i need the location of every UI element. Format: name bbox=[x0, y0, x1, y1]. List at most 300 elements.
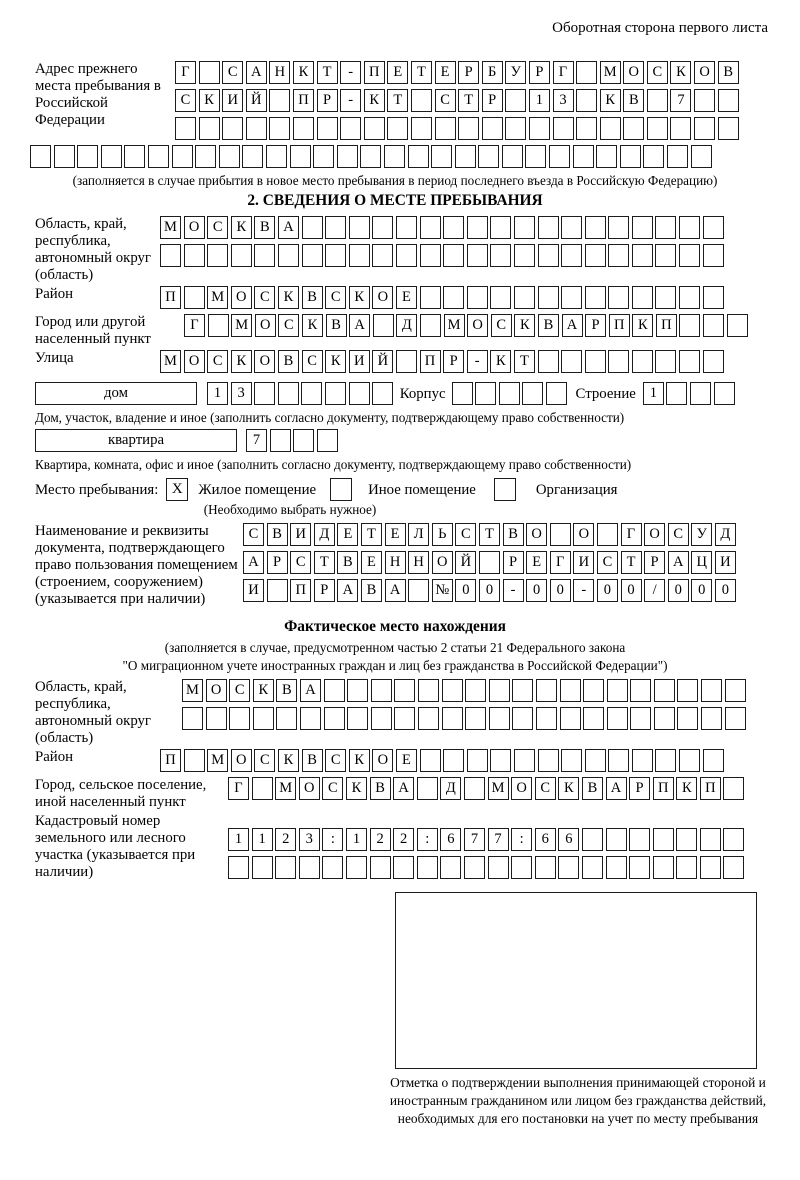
char-box[interactable] bbox=[465, 679, 486, 702]
prev-address-row-3[interactable] bbox=[175, 117, 741, 141]
char-box[interactable] bbox=[443, 286, 464, 309]
document-row-3[interactable] bbox=[243, 579, 738, 603]
char-box[interactable]: С bbox=[290, 551, 311, 574]
char-box[interactable] bbox=[420, 314, 441, 337]
char-box[interactable] bbox=[550, 523, 571, 546]
char-box[interactable] bbox=[718, 89, 739, 112]
char-box[interactable]: Е bbox=[387, 61, 408, 84]
char-box[interactable] bbox=[313, 145, 334, 168]
char-box[interactable] bbox=[597, 523, 618, 546]
char-box[interactable] bbox=[585, 749, 606, 772]
char-box[interactable] bbox=[514, 286, 535, 309]
char-box[interactable] bbox=[228, 856, 249, 879]
char-box[interactable]: Е bbox=[337, 523, 358, 546]
char-box[interactable] bbox=[694, 117, 715, 140]
char-box[interactable]: 0 bbox=[668, 579, 689, 602]
char-box[interactable] bbox=[630, 707, 651, 730]
char-box[interactable]: - bbox=[340, 89, 361, 112]
char-box[interactable]: Т bbox=[411, 61, 432, 84]
char-box[interactable]: Д bbox=[396, 314, 417, 337]
char-box[interactable]: М bbox=[182, 679, 203, 702]
char-box[interactable]: Ц bbox=[691, 551, 712, 574]
char-box[interactable]: К bbox=[558, 777, 579, 800]
char-box[interactable] bbox=[364, 117, 385, 140]
char-box[interactable] bbox=[290, 145, 311, 168]
char-box[interactable]: О bbox=[623, 61, 644, 84]
char-box[interactable] bbox=[207, 244, 228, 267]
char-box[interactable] bbox=[300, 707, 321, 730]
char-box[interactable] bbox=[393, 856, 414, 879]
char-box[interactable] bbox=[714, 382, 735, 405]
char-box[interactable] bbox=[694, 89, 715, 112]
char-box[interactable]: Т bbox=[514, 350, 535, 373]
char-box[interactable] bbox=[370, 856, 391, 879]
cadastral-row-1[interactable] bbox=[228, 828, 747, 852]
char-box[interactable]: С bbox=[597, 551, 618, 574]
char-box[interactable] bbox=[325, 382, 346, 405]
char-box[interactable] bbox=[549, 145, 570, 168]
char-box[interactable] bbox=[464, 777, 485, 800]
char-box[interactable]: П bbox=[160, 749, 181, 772]
char-box[interactable] bbox=[655, 286, 676, 309]
char-box[interactable]: К bbox=[253, 679, 274, 702]
char-box[interactable]: В bbox=[503, 523, 524, 546]
char-box[interactable] bbox=[505, 89, 526, 112]
char-box[interactable]: О bbox=[206, 679, 227, 702]
char-box[interactable]: Г bbox=[175, 61, 196, 84]
char-box[interactable]: 1 bbox=[643, 382, 664, 405]
char-box[interactable]: - bbox=[503, 579, 524, 602]
char-box[interactable]: К bbox=[278, 749, 299, 772]
char-box[interactable]: В bbox=[370, 777, 391, 800]
char-box[interactable] bbox=[632, 216, 653, 239]
document-row-2[interactable] bbox=[243, 551, 738, 575]
checkbox-residential[interactable]: X bbox=[166, 478, 188, 501]
char-box[interactable] bbox=[608, 350, 629, 373]
prev-address-row-4[interactable] bbox=[30, 145, 800, 169]
char-box[interactable] bbox=[677, 679, 698, 702]
char-box[interactable] bbox=[443, 244, 464, 267]
char-box[interactable]: П bbox=[364, 61, 385, 84]
char-box[interactable]: А bbox=[300, 679, 321, 702]
char-box[interactable]: Е bbox=[526, 551, 547, 574]
char-box[interactable] bbox=[420, 749, 441, 772]
char-box[interactable] bbox=[124, 145, 145, 168]
korpus-row[interactable] bbox=[452, 382, 570, 406]
char-box[interactable]: М bbox=[160, 350, 181, 373]
char-box[interactable] bbox=[396, 216, 417, 239]
char-box[interactable]: Н bbox=[408, 551, 429, 574]
char-box[interactable]: Е bbox=[396, 749, 417, 772]
char-box[interactable]: 0 bbox=[597, 579, 618, 602]
char-box[interactable]: 0 bbox=[621, 579, 642, 602]
char-box[interactable]: В bbox=[267, 523, 288, 546]
char-box[interactable] bbox=[653, 828, 674, 851]
char-box[interactable]: А bbox=[278, 216, 299, 239]
char-box[interactable] bbox=[629, 828, 650, 851]
char-box[interactable]: П bbox=[609, 314, 630, 337]
char-box[interactable]: У bbox=[691, 523, 712, 546]
char-box[interactable] bbox=[440, 856, 461, 879]
char-box[interactable] bbox=[723, 777, 744, 800]
char-box[interactable] bbox=[679, 286, 700, 309]
char-box[interactable] bbox=[322, 856, 343, 879]
char-box[interactable] bbox=[701, 679, 722, 702]
char-box[interactable] bbox=[184, 244, 205, 267]
char-box[interactable]: В bbox=[337, 551, 358, 574]
char-box[interactable]: И bbox=[573, 551, 594, 574]
char-box[interactable] bbox=[561, 286, 582, 309]
char-box[interactable] bbox=[420, 216, 441, 239]
char-box[interactable] bbox=[175, 117, 196, 140]
char-box[interactable] bbox=[384, 145, 405, 168]
char-box[interactable]: 2 bbox=[370, 828, 391, 851]
char-box[interactable] bbox=[725, 707, 746, 730]
char-box[interactable] bbox=[511, 856, 532, 879]
char-box[interactable] bbox=[512, 707, 533, 730]
char-box[interactable]: С bbox=[322, 777, 343, 800]
char-box[interactable] bbox=[182, 707, 203, 730]
char-box[interactable] bbox=[647, 117, 668, 140]
char-box[interactable]: С bbox=[207, 216, 228, 239]
char-box[interactable] bbox=[349, 244, 370, 267]
char-box[interactable]: П bbox=[160, 286, 181, 309]
char-box[interactable] bbox=[475, 382, 496, 405]
char-box[interactable]: С bbox=[435, 89, 456, 112]
char-box[interactable] bbox=[608, 749, 629, 772]
char-box[interactable]: К bbox=[199, 89, 220, 112]
char-box[interactable] bbox=[219, 145, 240, 168]
char-box[interactable] bbox=[703, 286, 724, 309]
char-box[interactable]: 0 bbox=[715, 579, 736, 602]
char-box[interactable] bbox=[394, 707, 415, 730]
char-box[interactable] bbox=[184, 286, 205, 309]
char-box[interactable] bbox=[302, 244, 323, 267]
char-box[interactable] bbox=[514, 749, 535, 772]
char-box[interactable]: С bbox=[254, 286, 275, 309]
char-box[interactable] bbox=[490, 286, 511, 309]
char-box[interactable] bbox=[679, 244, 700, 267]
char-box[interactable] bbox=[585, 244, 606, 267]
char-box[interactable]: А bbox=[243, 551, 264, 574]
char-box[interactable]: Р bbox=[458, 61, 479, 84]
char-box[interactable]: 3 bbox=[231, 382, 252, 405]
char-box[interactable]: 1 bbox=[346, 828, 367, 851]
char-box[interactable] bbox=[371, 707, 392, 730]
char-box[interactable]: : bbox=[511, 828, 532, 851]
char-box[interactable]: 3 bbox=[299, 828, 320, 851]
char-box[interactable]: 1 bbox=[228, 828, 249, 851]
char-box[interactable] bbox=[347, 679, 368, 702]
char-box[interactable] bbox=[538, 216, 559, 239]
char-box[interactable]: В bbox=[278, 350, 299, 373]
city-row[interactable] bbox=[184, 314, 750, 338]
char-box[interactable]: О bbox=[644, 523, 665, 546]
char-box[interactable] bbox=[653, 856, 674, 879]
char-box[interactable]: С bbox=[243, 523, 264, 546]
char-box[interactable]: К bbox=[670, 61, 691, 84]
char-box[interactable] bbox=[606, 828, 627, 851]
char-box[interactable]: 1 bbox=[207, 382, 228, 405]
char-box[interactable]: Р bbox=[317, 89, 338, 112]
char-box[interactable]: 6 bbox=[535, 828, 556, 851]
char-box[interactable] bbox=[654, 679, 675, 702]
fact-region-row-2[interactable] bbox=[182, 707, 748, 731]
char-box[interactable]: - bbox=[340, 61, 361, 84]
char-box[interactable] bbox=[411, 117, 432, 140]
char-box[interactable]: Т bbox=[314, 551, 335, 574]
char-box[interactable] bbox=[199, 117, 220, 140]
char-box[interactable]: Л bbox=[408, 523, 429, 546]
char-box[interactable]: Д bbox=[314, 523, 335, 546]
char-box[interactable]: Н bbox=[269, 61, 290, 84]
char-box[interactable]: : bbox=[417, 828, 438, 851]
char-box[interactable]: Р bbox=[585, 314, 606, 337]
char-box[interactable]: Р bbox=[529, 61, 550, 84]
char-box[interactable] bbox=[435, 117, 456, 140]
char-box[interactable] bbox=[606, 856, 627, 879]
char-box[interactable]: Т bbox=[317, 61, 338, 84]
char-box[interactable]: П bbox=[290, 579, 311, 602]
char-box[interactable] bbox=[608, 286, 629, 309]
char-box[interactable]: А bbox=[668, 551, 689, 574]
char-box[interactable] bbox=[538, 350, 559, 373]
char-box[interactable]: С bbox=[278, 314, 299, 337]
char-box[interactable]: 1 bbox=[529, 89, 550, 112]
char-box[interactable] bbox=[346, 856, 367, 879]
char-box[interactable] bbox=[222, 117, 243, 140]
char-box[interactable] bbox=[536, 679, 557, 702]
char-box[interactable]: О bbox=[694, 61, 715, 84]
char-box[interactable] bbox=[679, 314, 700, 337]
char-box[interactable] bbox=[372, 244, 393, 267]
char-box[interactable] bbox=[276, 707, 297, 730]
fact-district-row[interactable] bbox=[160, 749, 726, 773]
char-box[interactable] bbox=[317, 429, 338, 452]
char-box[interactable] bbox=[647, 89, 668, 112]
char-box[interactable] bbox=[54, 145, 75, 168]
char-box[interactable]: О bbox=[184, 350, 205, 373]
char-box[interactable]: Е bbox=[435, 61, 456, 84]
char-box[interactable]: Г bbox=[553, 61, 574, 84]
char-box[interactable]: 6 bbox=[440, 828, 461, 851]
char-box[interactable] bbox=[522, 382, 543, 405]
char-box[interactable] bbox=[560, 679, 581, 702]
char-box[interactable] bbox=[723, 828, 744, 851]
char-box[interactable]: Т bbox=[361, 523, 382, 546]
char-box[interactable] bbox=[411, 89, 432, 112]
char-box[interactable] bbox=[632, 244, 653, 267]
char-box[interactable] bbox=[607, 679, 628, 702]
char-box[interactable]: 6 bbox=[558, 828, 579, 851]
document-row-1[interactable] bbox=[243, 523, 738, 547]
char-box[interactable]: О bbox=[254, 350, 275, 373]
char-box[interactable]: К bbox=[346, 777, 367, 800]
char-box[interactable]: П bbox=[656, 314, 677, 337]
char-box[interactable] bbox=[387, 117, 408, 140]
char-box[interactable] bbox=[208, 314, 229, 337]
char-box[interactable] bbox=[691, 145, 712, 168]
char-box[interactable] bbox=[467, 244, 488, 267]
char-box[interactable]: П bbox=[420, 350, 441, 373]
char-box[interactable] bbox=[490, 216, 511, 239]
char-box[interactable] bbox=[502, 145, 523, 168]
char-box[interactable] bbox=[654, 707, 675, 730]
char-box[interactable] bbox=[608, 244, 629, 267]
char-box[interactable] bbox=[632, 350, 653, 373]
char-box[interactable] bbox=[452, 382, 473, 405]
char-box[interactable]: 2 bbox=[393, 828, 414, 851]
char-box[interactable]: 7 bbox=[246, 429, 267, 452]
char-box[interactable]: Е bbox=[385, 523, 406, 546]
char-box[interactable] bbox=[372, 216, 393, 239]
prev-address-row-1[interactable] bbox=[175, 61, 741, 85]
char-box[interactable]: С bbox=[325, 286, 346, 309]
char-box[interactable] bbox=[340, 117, 361, 140]
char-box[interactable]: О bbox=[526, 523, 547, 546]
char-box[interactable] bbox=[561, 244, 582, 267]
char-box[interactable]: В bbox=[326, 314, 347, 337]
char-box[interactable]: К bbox=[490, 350, 511, 373]
char-box[interactable]: Е bbox=[361, 551, 382, 574]
char-box[interactable] bbox=[723, 856, 744, 879]
char-box[interactable] bbox=[576, 61, 597, 84]
char-box[interactable] bbox=[229, 707, 250, 730]
char-box[interactable]: С bbox=[535, 777, 556, 800]
char-box[interactable] bbox=[293, 429, 314, 452]
char-box[interactable] bbox=[608, 216, 629, 239]
char-box[interactable] bbox=[442, 679, 463, 702]
char-box[interactable] bbox=[703, 244, 724, 267]
char-box[interactable] bbox=[324, 679, 345, 702]
prev-address-row-2[interactable] bbox=[175, 89, 741, 113]
char-box[interactable] bbox=[442, 707, 463, 730]
char-box[interactable] bbox=[582, 828, 603, 851]
char-box[interactable] bbox=[679, 216, 700, 239]
char-box[interactable] bbox=[535, 856, 556, 879]
char-box[interactable] bbox=[418, 707, 439, 730]
char-box[interactable]: М bbox=[488, 777, 509, 800]
char-box[interactable] bbox=[293, 117, 314, 140]
char-box[interactable]: И bbox=[349, 350, 370, 373]
char-box[interactable] bbox=[184, 749, 205, 772]
char-box[interactable] bbox=[317, 117, 338, 140]
char-box[interactable]: С bbox=[302, 350, 323, 373]
checkbox-organization[interactable] bbox=[494, 478, 516, 501]
char-box[interactable] bbox=[655, 216, 676, 239]
char-box[interactable] bbox=[337, 145, 358, 168]
char-box[interactable]: Г bbox=[228, 777, 249, 800]
char-box[interactable] bbox=[629, 856, 650, 879]
char-box[interactable] bbox=[536, 707, 557, 730]
char-box[interactable]: О bbox=[299, 777, 320, 800]
house-cell[interactable]: дом bbox=[35, 382, 197, 405]
char-box[interactable] bbox=[270, 429, 291, 452]
char-box[interactable]: О bbox=[573, 523, 594, 546]
char-box[interactable]: О bbox=[231, 749, 252, 772]
char-box[interactable]: К bbox=[364, 89, 385, 112]
char-box[interactable] bbox=[489, 707, 510, 730]
stroenie-row[interactable] bbox=[643, 382, 737, 406]
char-box[interactable]: К bbox=[632, 314, 653, 337]
char-box[interactable] bbox=[725, 679, 746, 702]
char-box[interactable]: О bbox=[467, 314, 488, 337]
char-box[interactable]: А bbox=[349, 314, 370, 337]
char-box[interactable]: № bbox=[432, 579, 453, 602]
char-box[interactable] bbox=[630, 679, 651, 702]
char-box[interactable] bbox=[585, 286, 606, 309]
char-box[interactable]: : bbox=[322, 828, 343, 851]
char-box[interactable] bbox=[372, 382, 393, 405]
char-box[interactable] bbox=[655, 749, 676, 772]
char-box[interactable]: С bbox=[668, 523, 689, 546]
char-box[interactable] bbox=[538, 286, 559, 309]
char-box[interactable] bbox=[700, 856, 721, 879]
char-box[interactable] bbox=[666, 382, 687, 405]
fact-region-row-1[interactable] bbox=[182, 679, 748, 703]
char-box[interactable]: С bbox=[325, 749, 346, 772]
char-box[interactable]: П bbox=[653, 777, 674, 800]
char-box[interactable] bbox=[582, 856, 603, 879]
char-box[interactable] bbox=[206, 707, 227, 730]
char-box[interactable]: К bbox=[302, 314, 323, 337]
char-box[interactable]: М bbox=[231, 314, 252, 337]
district-row[interactable] bbox=[160, 286, 726, 310]
char-box[interactable] bbox=[667, 145, 688, 168]
char-box[interactable]: А bbox=[393, 777, 414, 800]
char-box[interactable]: 0 bbox=[691, 579, 712, 602]
char-box[interactable]: А bbox=[385, 579, 406, 602]
char-box[interactable] bbox=[253, 707, 274, 730]
char-box[interactable]: О bbox=[372, 286, 393, 309]
char-box[interactable] bbox=[420, 244, 441, 267]
char-box[interactable]: В bbox=[302, 749, 323, 772]
char-box[interactable]: И bbox=[243, 579, 264, 602]
char-box[interactable]: В bbox=[623, 89, 644, 112]
char-box[interactable]: В bbox=[582, 777, 603, 800]
char-box[interactable] bbox=[478, 145, 499, 168]
char-box[interactable]: - bbox=[467, 350, 488, 373]
char-box[interactable] bbox=[488, 856, 509, 879]
char-box[interactable]: К bbox=[676, 777, 697, 800]
char-box[interactable]: М bbox=[207, 286, 228, 309]
char-box[interactable]: 2 bbox=[275, 828, 296, 851]
char-box[interactable] bbox=[514, 244, 535, 267]
char-box[interactable]: К bbox=[349, 749, 370, 772]
char-box[interactable]: 7 bbox=[488, 828, 509, 851]
char-box[interactable] bbox=[195, 145, 216, 168]
char-box[interactable] bbox=[373, 314, 394, 337]
char-box[interactable] bbox=[623, 117, 644, 140]
char-box[interactable] bbox=[499, 382, 520, 405]
char-box[interactable]: В bbox=[718, 61, 739, 84]
char-box[interactable] bbox=[718, 117, 739, 140]
char-box[interactable]: Р bbox=[503, 551, 524, 574]
char-box[interactable]: Ь bbox=[432, 523, 453, 546]
char-box[interactable] bbox=[561, 350, 582, 373]
char-box[interactable] bbox=[417, 777, 438, 800]
char-box[interactable] bbox=[690, 382, 711, 405]
char-box[interactable]: Н bbox=[385, 551, 406, 574]
char-box[interactable] bbox=[252, 777, 273, 800]
char-box[interactable]: 0 bbox=[479, 579, 500, 602]
char-box[interactable]: К bbox=[293, 61, 314, 84]
char-box[interactable]: В bbox=[361, 579, 382, 602]
char-box[interactable]: / bbox=[644, 579, 665, 602]
char-box[interactable] bbox=[160, 244, 181, 267]
char-box[interactable]: М bbox=[275, 777, 296, 800]
char-box[interactable]: П bbox=[700, 777, 721, 800]
